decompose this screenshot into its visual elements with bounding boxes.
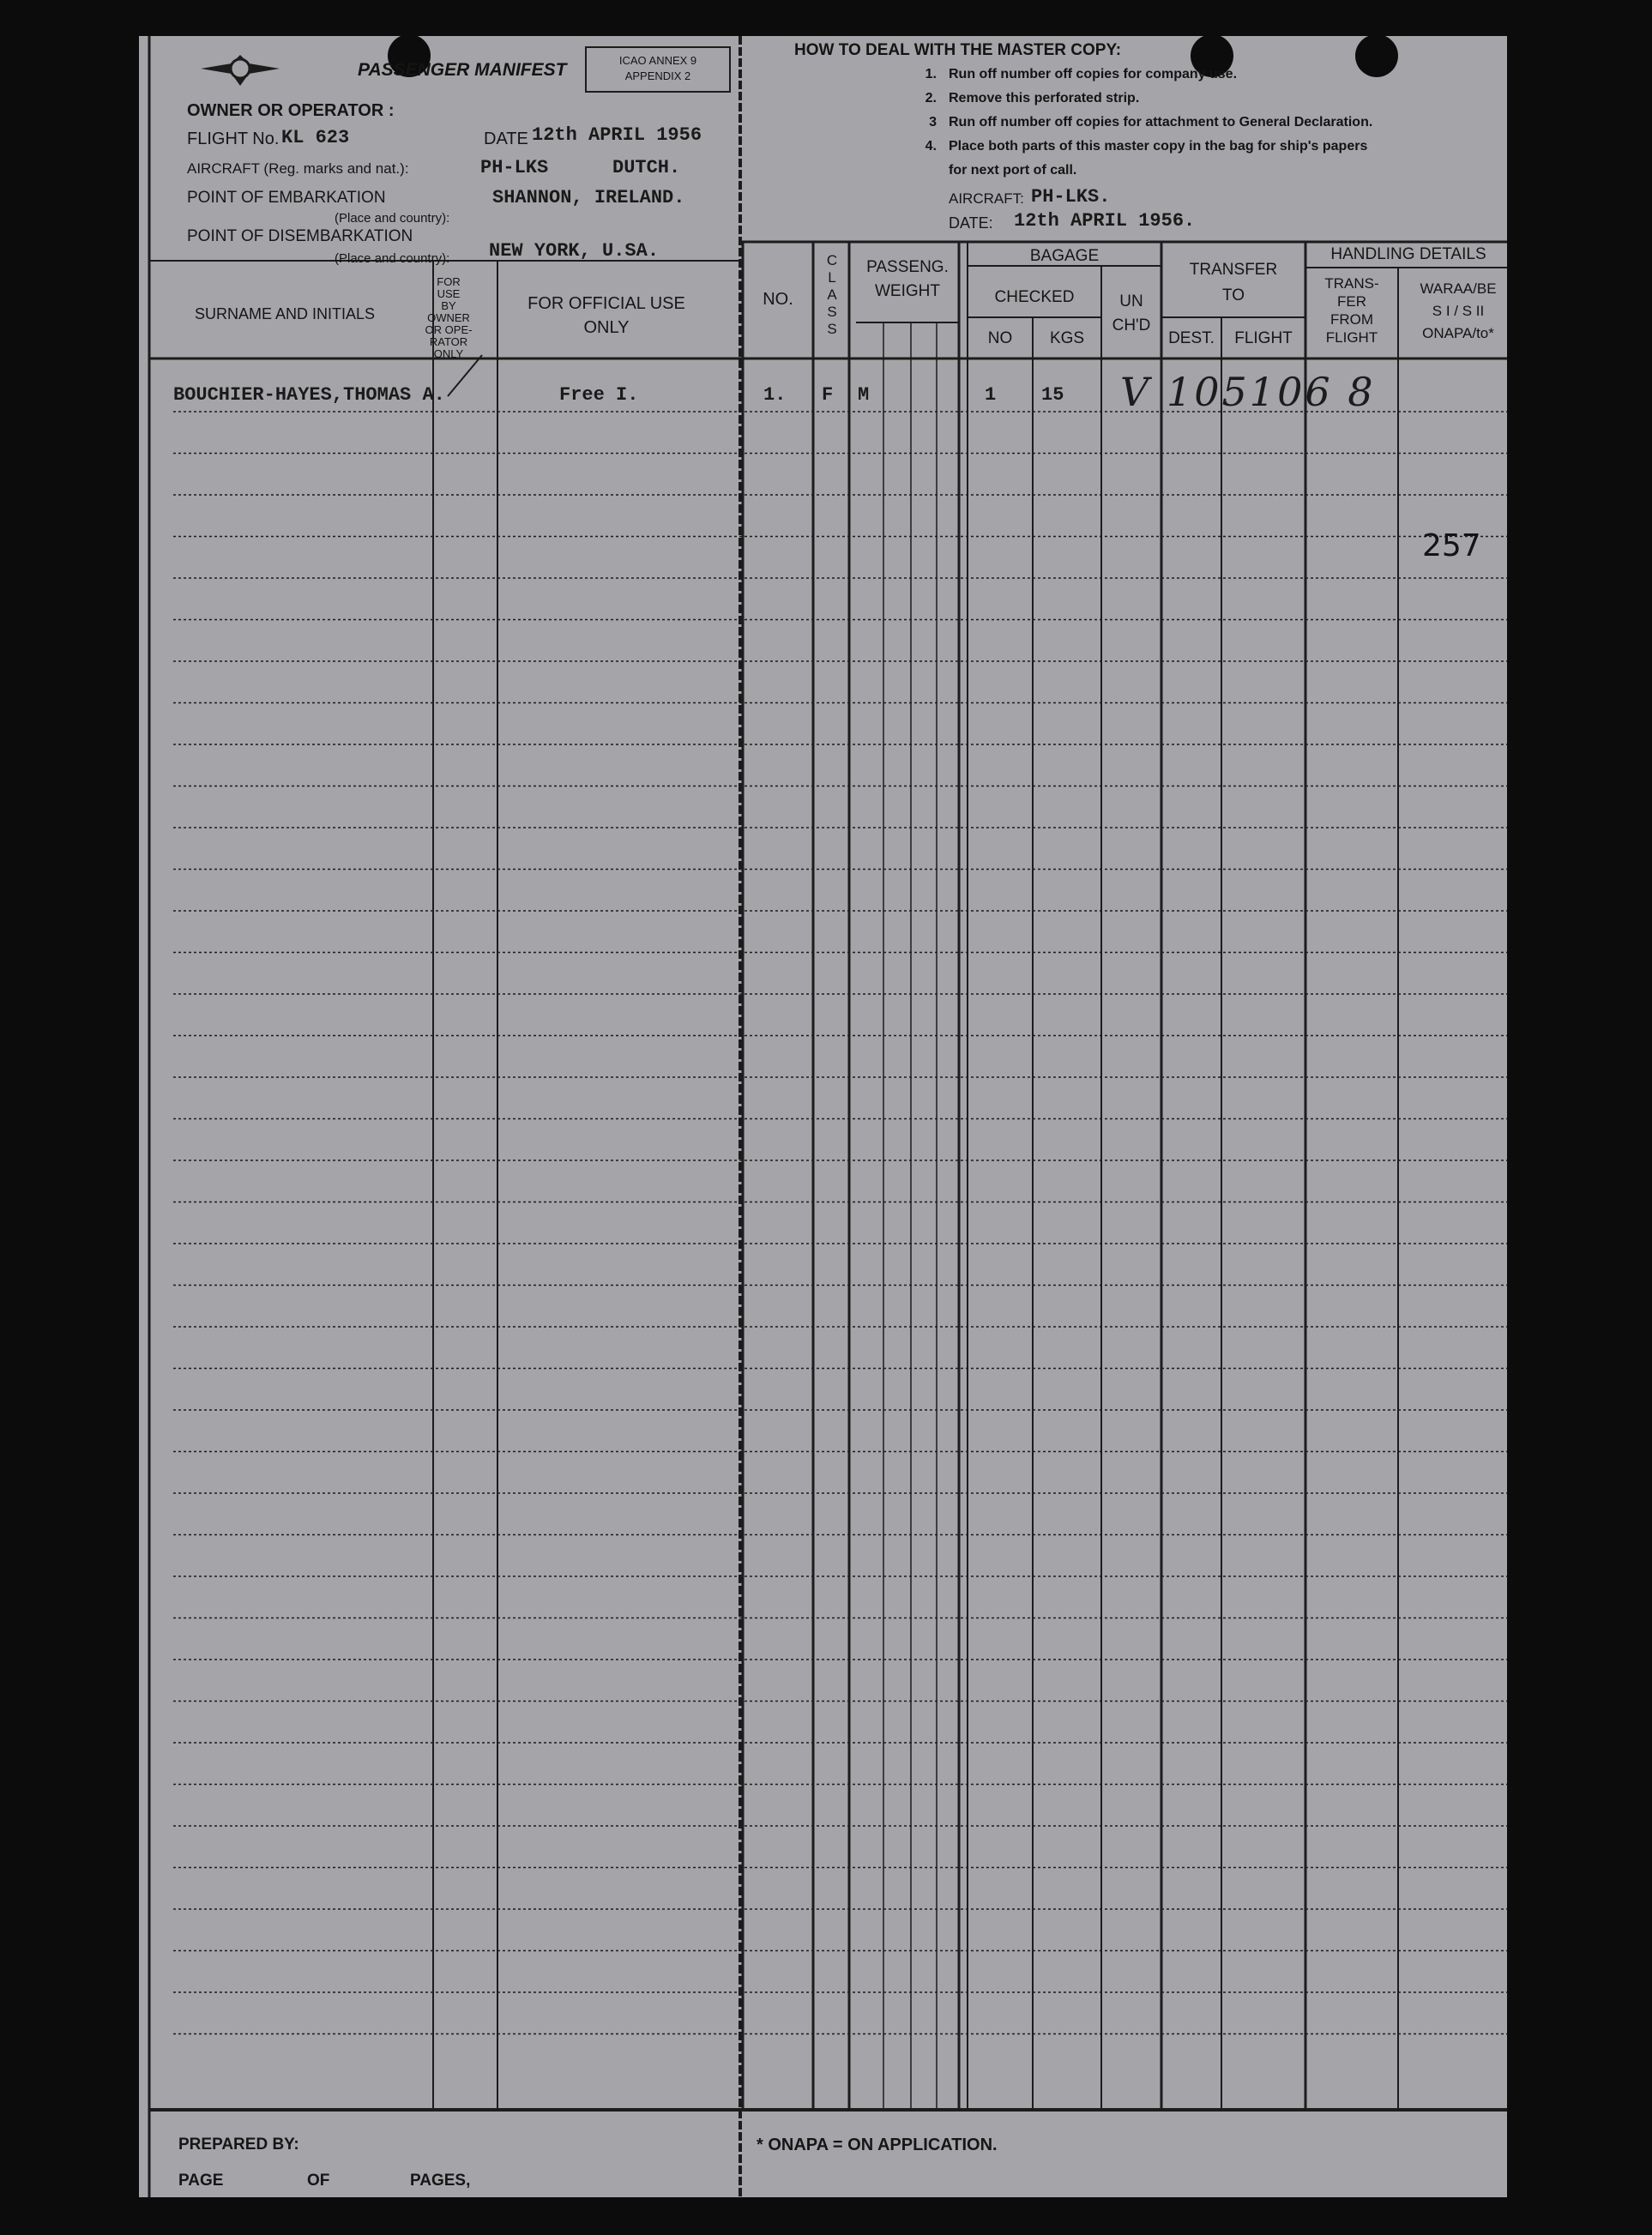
owner-use-line: FOR USE: [437, 275, 461, 300]
place-country-label: (Place and country):: [335, 211, 450, 226]
passenger-surname: BOUCHIER-HAYES,THOMAS A.: [173, 384, 445, 406]
flight-label: FLIGHT No.: [187, 130, 280, 148]
prepared-by-label: PREPARED BY:: [178, 2136, 299, 2154]
class-letter: A: [827, 286, 837, 303]
instructions-title: HOW TO DEAL WITH THE MASTER COPY:: [794, 41, 1122, 59]
icao-box: [585, 46, 731, 93]
icao-annex-label: ICAO ANNEX 9: [618, 54, 697, 67]
col-official-use-header: [499, 292, 714, 340]
col-waraa-header: [1405, 278, 1507, 345]
icao-appendix-label: APPENDIX 2: [624, 69, 691, 82]
col-passeng-weight-header: [856, 256, 959, 304]
col-unchd-header: [1101, 290, 1161, 338]
transfer-from-line: FROM: [1329, 311, 1374, 328]
col-no-header: NO.: [763, 290, 793, 309]
instruction-text: Run off number off copies for company use.: [949, 67, 1238, 81]
pages-label: PAGES,: [410, 2172, 471, 2190]
col-dest-header: DEST.: [1168, 329, 1215, 347]
col-bag-no-header: NO: [987, 329, 1013, 347]
instruction-text: Remove this perforated strip.: [949, 91, 1140, 105]
date-label: DATE: [484, 130, 528, 148]
owner-label: OWNER OR OPERATOR :: [187, 101, 395, 120]
waraa-line: S I / S II: [1432, 303, 1485, 319]
passeng-line: PASSENG.: [866, 258, 949, 276]
owner-use-line: RATOR: [429, 335, 468, 348]
owner-use-line: OR OPE-: [425, 323, 473, 336]
page-label: PAGE: [178, 2172, 224, 2190]
instruction-number: 2.: [925, 91, 937, 105]
flight-number: KL 623: [281, 127, 350, 148]
passenger-sex: M: [858, 384, 870, 406]
embarkation-value: SHANNON, IRELAND.: [492, 187, 685, 208]
passeng-line: WEIGHT: [875, 282, 940, 300]
bag-count: 1: [985, 384, 997, 406]
transfer-from-line: FER: [1337, 293, 1366, 310]
of-label: OF: [307, 2172, 330, 2190]
disembarkation-value: NEW YORK, U.SA.: [489, 240, 660, 262]
date-value: 12th APRIL 1956: [532, 124, 702, 146]
official-use-line: FOR OFFICIAL USE: [528, 294, 685, 313]
form-title: PASSENGER MANIFEST: [358, 60, 567, 80]
handwritten-annotation: 257: [1422, 528, 1481, 563]
owner-use-line: BY: [441, 299, 456, 312]
col-class-header: [818, 252, 846, 338]
col-owner-use-header: [425, 276, 473, 360]
col-handling-header: HANDLING DETAILS: [1330, 245, 1486, 263]
onapa-note: * ONAPA = ON APPLICATION.: [757, 2136, 998, 2154]
instruction-4-continued: for next port of call.: [949, 163, 1077, 178]
owner-use-line: ONLY: [433, 347, 464, 360]
embarkation-label: POINT OF EMBARKATION: [187, 189, 386, 207]
instruction-number: 3: [929, 115, 937, 130]
manifest-sheet: [139, 36, 1507, 2197]
form-grid-lines: [139, 36, 1507, 2197]
passenger-class: F: [822, 384, 834, 406]
waraa-line: ONAPA/to*: [1422, 325, 1494, 341]
instruction-number: 1.: [925, 67, 937, 81]
class-letter: C: [826, 252, 838, 268]
col-transfer-from-header: [1307, 274, 1396, 346]
unchecked-mark: V: [1120, 369, 1152, 415]
col-surname-header: SURNAME AND INITIALS: [194, 305, 376, 322]
col-kgs-header: KGS: [1049, 329, 1085, 347]
class-letter: S: [827, 304, 837, 320]
col-bagage-header: BAGAGE: [1029, 247, 1100, 265]
punch-hole: [1355, 36, 1398, 77]
unchd-line: UN: [1119, 292, 1143, 310]
disembarkation-label: POINT OF DISEMBARKATION: [187, 227, 413, 245]
instr-aircraft-value: PH-LKS.: [1031, 186, 1111, 208]
col-flight-header: FLIGHT: [1234, 329, 1293, 347]
instr-aircraft-label: AIRCRAFT:: [949, 190, 1024, 207]
owner-use-line: OWNER: [427, 311, 470, 324]
transfer-from-line: TRANS-: [1324, 275, 1379, 292]
instr-date-value: 12th APRIL 1956.: [1014, 210, 1196, 232]
unchd-line: CH'D: [1112, 316, 1151, 334]
class-letter: L: [828, 269, 836, 286]
instr-date-label: DATE:: [949, 214, 993, 232]
instruction-text: Run off number off copies for attachment to General Declaration.: [949, 115, 1373, 130]
aircraft-reg: PH-LKS: [480, 157, 549, 178]
col-checked-header: CHECKED: [994, 288, 1075, 306]
waraa-line: WARAA/BE: [1420, 280, 1497, 297]
class-letter: S: [827, 321, 837, 337]
transfer-line: TRANSFER: [1189, 261, 1278, 279]
official-use-line: ONLY: [583, 318, 630, 337]
aircraft-nationality: DUTCH.: [612, 157, 681, 178]
passenger-number: 1.: [763, 384, 787, 406]
transfer-from-line: FLIGHT: [1325, 329, 1378, 346]
klm-logo-icon: [197, 45, 283, 96]
place-country-label: (Place and country):: [335, 251, 450, 266]
bag-weight: 15: [1041, 384, 1064, 406]
instruction-text: Place both parts of this master copy in the bag for ship's papers: [949, 139, 1368, 154]
handwritten-number: 105106 8: [1167, 369, 1376, 415]
checkmark-stroke: [448, 355, 482, 396]
transfer-line: TO: [1221, 286, 1245, 304]
col-transfer-header: [1161, 257, 1305, 309]
aircraft-label: AIRCRAFT (Reg. marks and nat.):: [187, 160, 409, 177]
instruction-number: 4.: [925, 139, 937, 154]
passenger-official-use: Free I.: [559, 384, 639, 406]
